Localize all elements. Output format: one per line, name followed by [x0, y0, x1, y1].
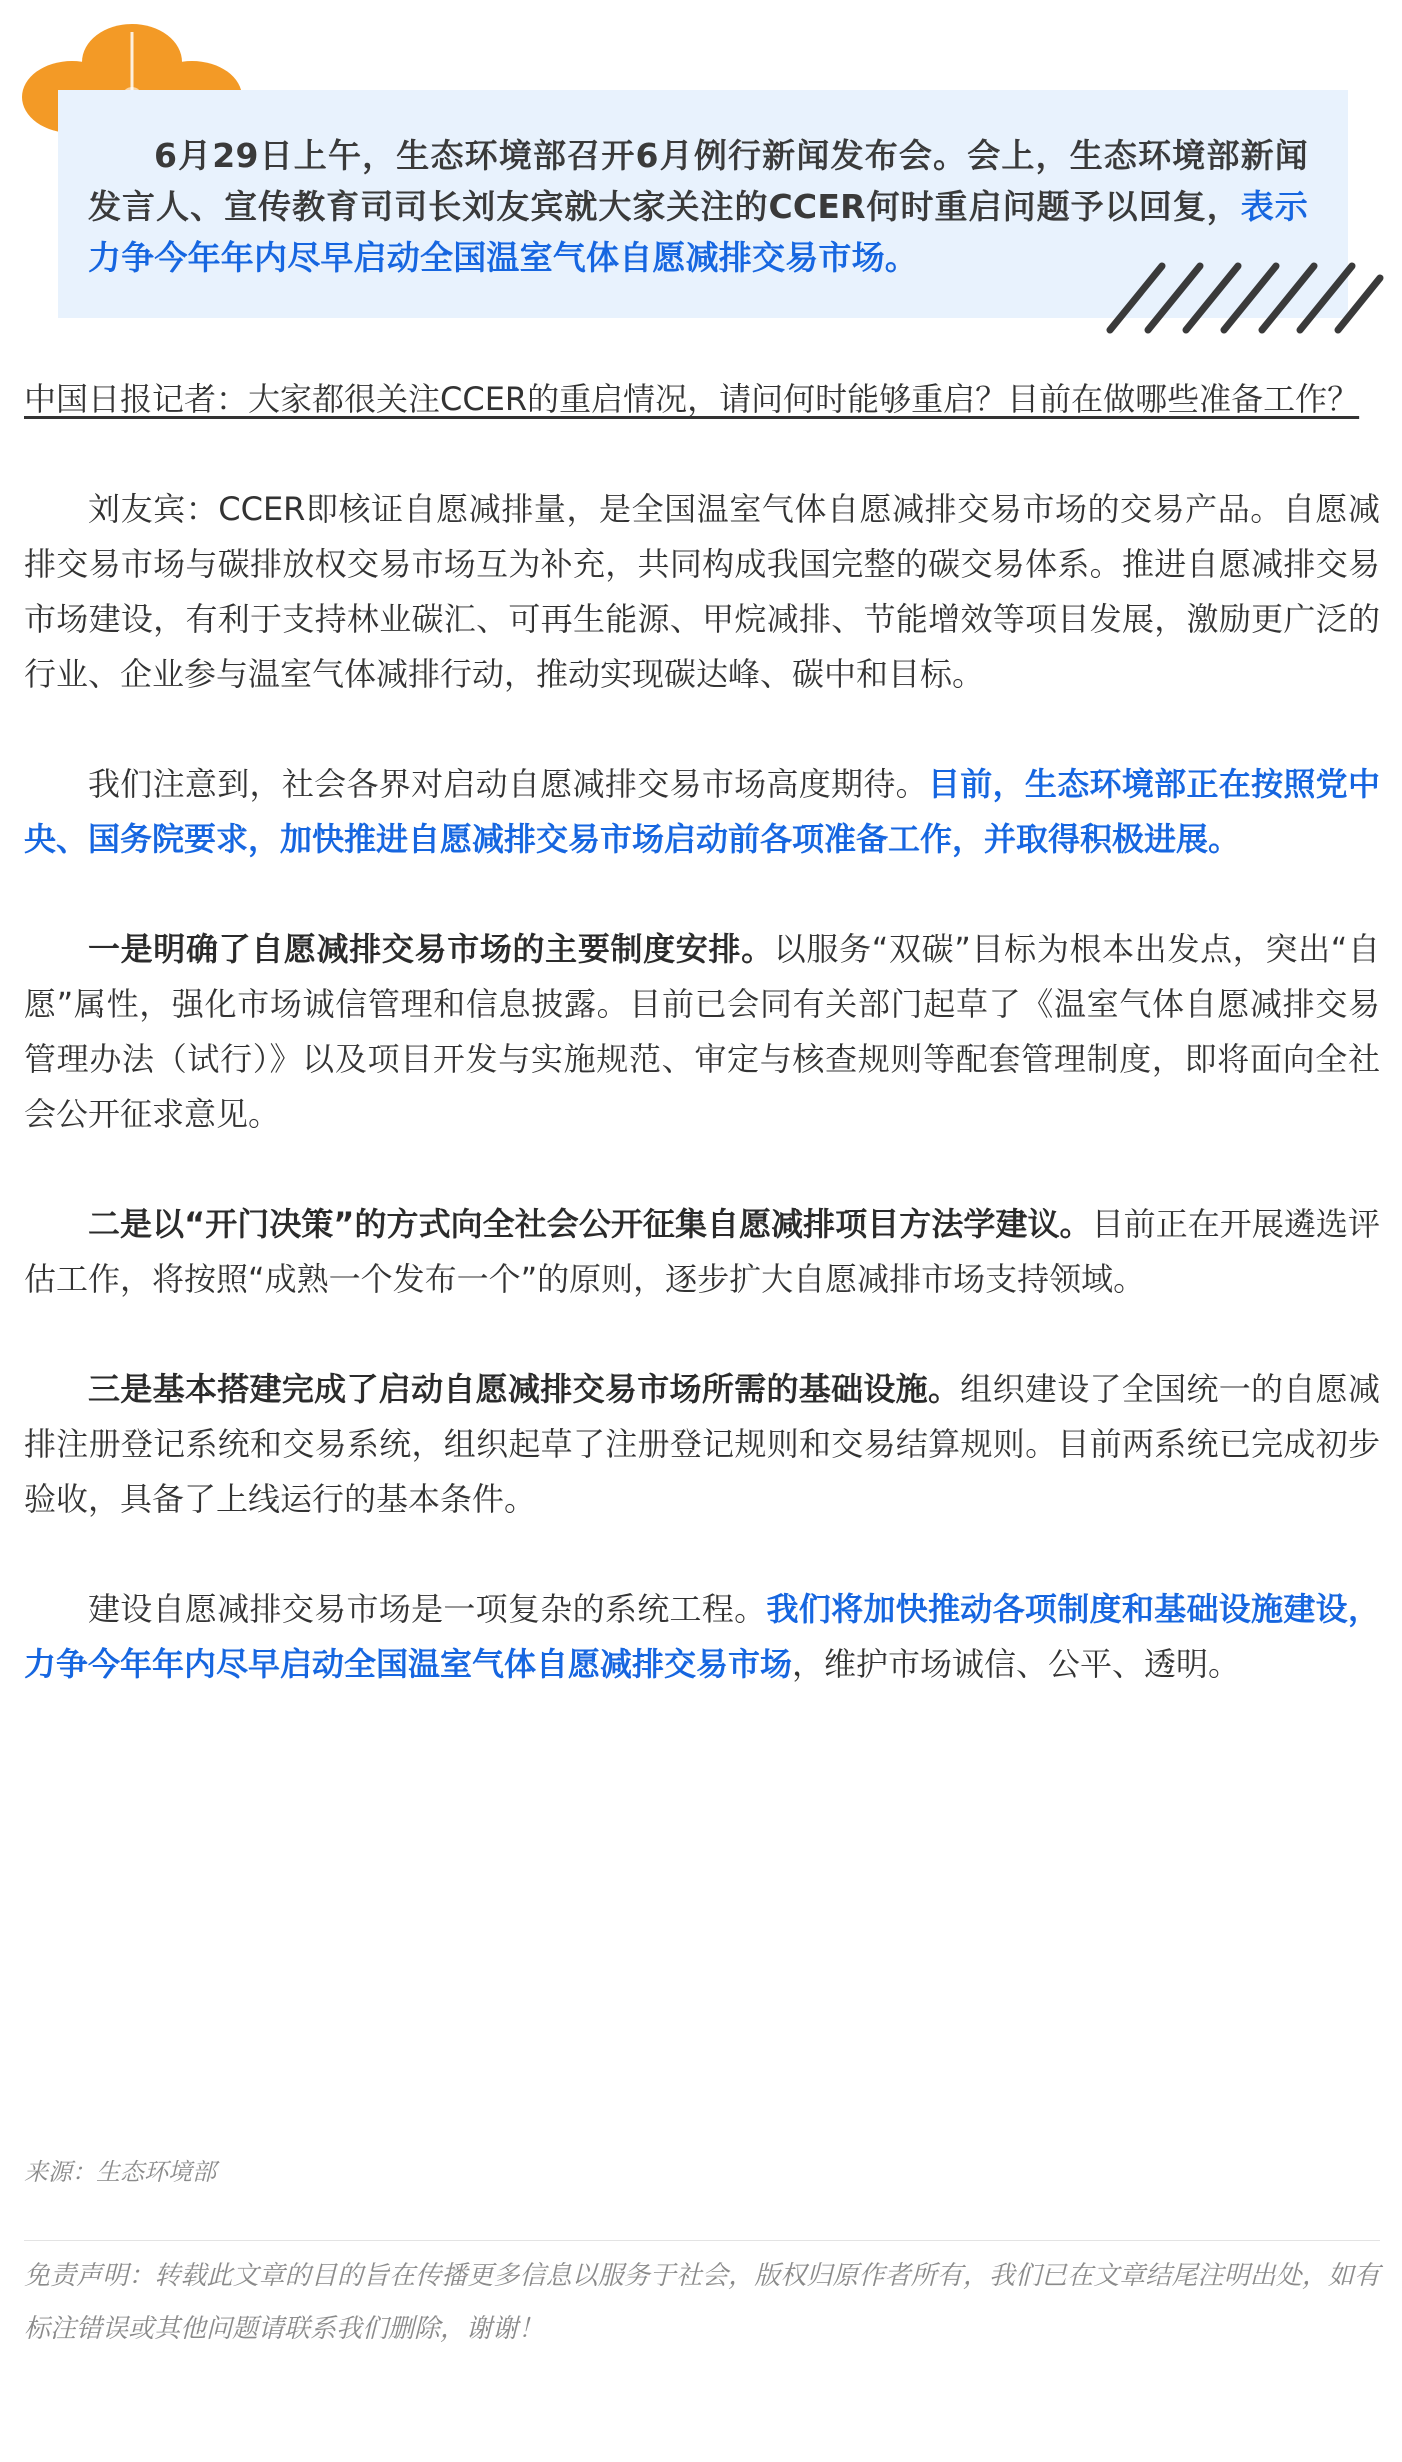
answer-point-two: [24, 1197, 1380, 1307]
article-source: 来源：生态环境部: [24, 2158, 216, 2186]
point-three-heading: 三是基本搭建完成了启动自愿减排交易市场所需的基础设施。: [88, 1370, 961, 1408]
conclusion-plain-b: ，维护市场诚信、公平、透明。: [792, 1645, 1241, 1683]
point-one-body: 以服务“双碳”目标为根本出发点，突出“自愿”属性，强化市场诚信管理和信息披露。目前已会同有关部门起草了《温室气体自愿减排交易管理办法（试行）》以及项目开发与实施规范、审定与核查规则等配套管理制度，即将面向全社会公开征求意见。: [24, 930, 1380, 1133]
point-one-heading: 一是明确了自愿减排交易市场的主要制度安排。: [88, 930, 774, 968]
diagonal-stripes-decoration: [1100, 258, 1390, 338]
footer-divider: [24, 2240, 1380, 2241]
progress-plain: 我们注意到，社会各界对启动自愿减排交易市场高度期待。: [88, 765, 928, 803]
answer-paragraph-intro: 刘友宾：CCER即核证自愿减排量，是全国温室气体自愿减排交易市场的交易产品。自愿减排交易市场与碳排放权交易市场互为补充，共同构成我国完整的碳交易体系。推进自愿减排交易市场建设，有利于支持林业碳汇、可再生能源、甲烷减排、节能增效等项目发展，激励更广泛的行业、企业参与温室气体减排行动，推动实现碳达峰、碳中和目标。: [24, 490, 1380, 693]
point-two-body: 目前正在开展遴选评估工作，将按照“成熟一个发布一个”的原则，逐步扩大自愿减排市场支持领域。: [24, 1205, 1380, 1298]
summary-intro: 6月29日上午，生态环境部召开6月例行新闻发布会。会上，生态环境部新闻发言人、宣传教育司司长刘友宾就大家关注的CCER何时重启问题予以回复，: [88, 136, 1308, 226]
conclusion-highlight: 我们将加快推动各项制度和基础设施建设，力争今年年内尽早启动全国温室气体自愿减排交易市场: [24, 1590, 1380, 1683]
summary-highlight: 表示力争今年年内尽早启动全国温室气体自愿减排交易市场。: [88, 187, 1309, 277]
answer-point-one: [24, 922, 1380, 1142]
answer-conclusion: [24, 1582, 1380, 1692]
disclaimer-text: 免责声明：转载此文章的目的旨在传播更多信息以服务于社会，版权归原作者所有，我们已在文章结尾注明出处，如有标注错误或其他问题请联系我们删除，谢谢！: [24, 2261, 1380, 2344]
conclusion-plain-a: 建设自愿减排交易市场是一项复杂的系统工程。: [88, 1590, 767, 1628]
point-three-body: 组织建设了全国统一的自愿减排注册登记系统和交易系统，组织起草了注册登记规则和交易结算规则。目前两系统已完成初步验收，具备了上线运行的基本条件。: [24, 1370, 1380, 1518]
progress-highlight: 目前，生态环境部正在按照党中央、国务院要求，加快推进自愿减排交易市场启动前各项准备工作，并取得积极进展。: [24, 765, 1380, 858]
question-text: 中国日报记者：大家都很关注CCER的重启情况，请问何时能够重启？目前在做哪些准备工作？: [24, 380, 1360, 418]
point-two-heading: 二是以“开门决策”的方式向全社会公开征集自愿减排项目方法学建议。: [88, 1205, 1092, 1243]
article-body: [24, 372, 1380, 1692]
reporter-question: [24, 372, 1380, 427]
answer-point-three: [24, 1362, 1380, 1527]
answer-paragraph-progress: [24, 757, 1380, 867]
